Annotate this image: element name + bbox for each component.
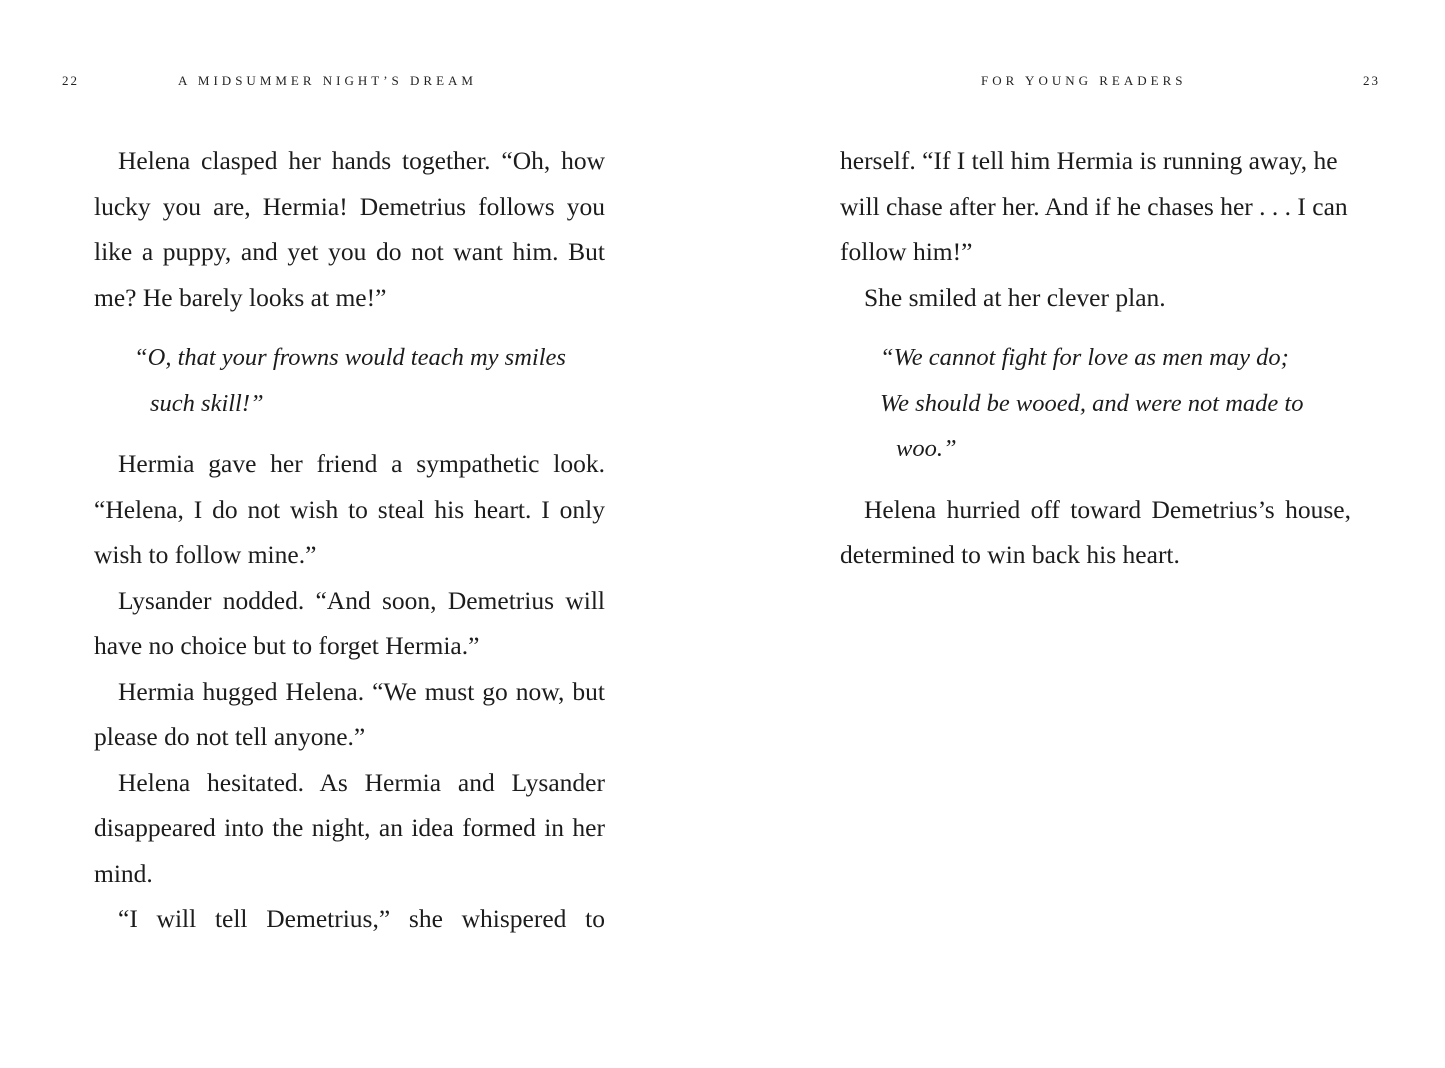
verse-line: We should be wooed, and were not made to woo.” bbox=[880, 389, 1304, 462]
right-page bbox=[722, 0, 1445, 1068]
body-text bbox=[94, 138, 605, 942]
paragraph: Helena clasped her hands together. “Oh, how lucky you are, Hermia! Demetrius follows you like a puppy, and yet you do not want him. But me? He barely looks at me!” bbox=[94, 146, 605, 312]
paragraph: Hermia hugged Helena. “We must go now, but please do not tell anyone.” bbox=[94, 676, 605, 751]
paragraph: “I will tell Demetrius,” she whispered to bbox=[118, 904, 605, 933]
paragraph: Helena hurried off toward Demetrius’s house, determined to win back his heart. bbox=[840, 494, 1351, 569]
left-page bbox=[0, 0, 722, 1068]
verse-quote bbox=[134, 335, 605, 426]
paragraph: herself. “If I tell him Hermia is running away, he will chase after her. And if he chases her . . . I can follow him!” bbox=[840, 146, 1348, 266]
verse-line: “O, that your frowns would teach my smiles such skill!” bbox=[134, 344, 566, 417]
running-head: FOR YOUNG READERS bbox=[981, 73, 1187, 88]
paragraph: Lysander nodded. “And soon, Demetrius will have no choice but to forget Hermia.” bbox=[94, 585, 605, 660]
paragraph: Helena hesitated. As Hermia and Lysander disappeared into the night, an idea formed in her mind. bbox=[94, 767, 605, 888]
verse-quote bbox=[880, 335, 1351, 472]
running-head: A MIDSUMMER NIGHT’S DREAM bbox=[178, 73, 477, 88]
page-number: 22 bbox=[62, 73, 79, 88]
paragraph: Hermia gave her friend a sympathetic look. “Helena, I do not wish to steal his heart. I only wish to follow mine.” bbox=[94, 449, 605, 569]
page-number: 23 bbox=[1363, 73, 1380, 88]
verse-line: “We cannot fight for love as men may do; bbox=[880, 344, 1289, 371]
paragraph: She smiled at her clever plan. bbox=[864, 282, 1166, 312]
body-text bbox=[840, 138, 1351, 578]
